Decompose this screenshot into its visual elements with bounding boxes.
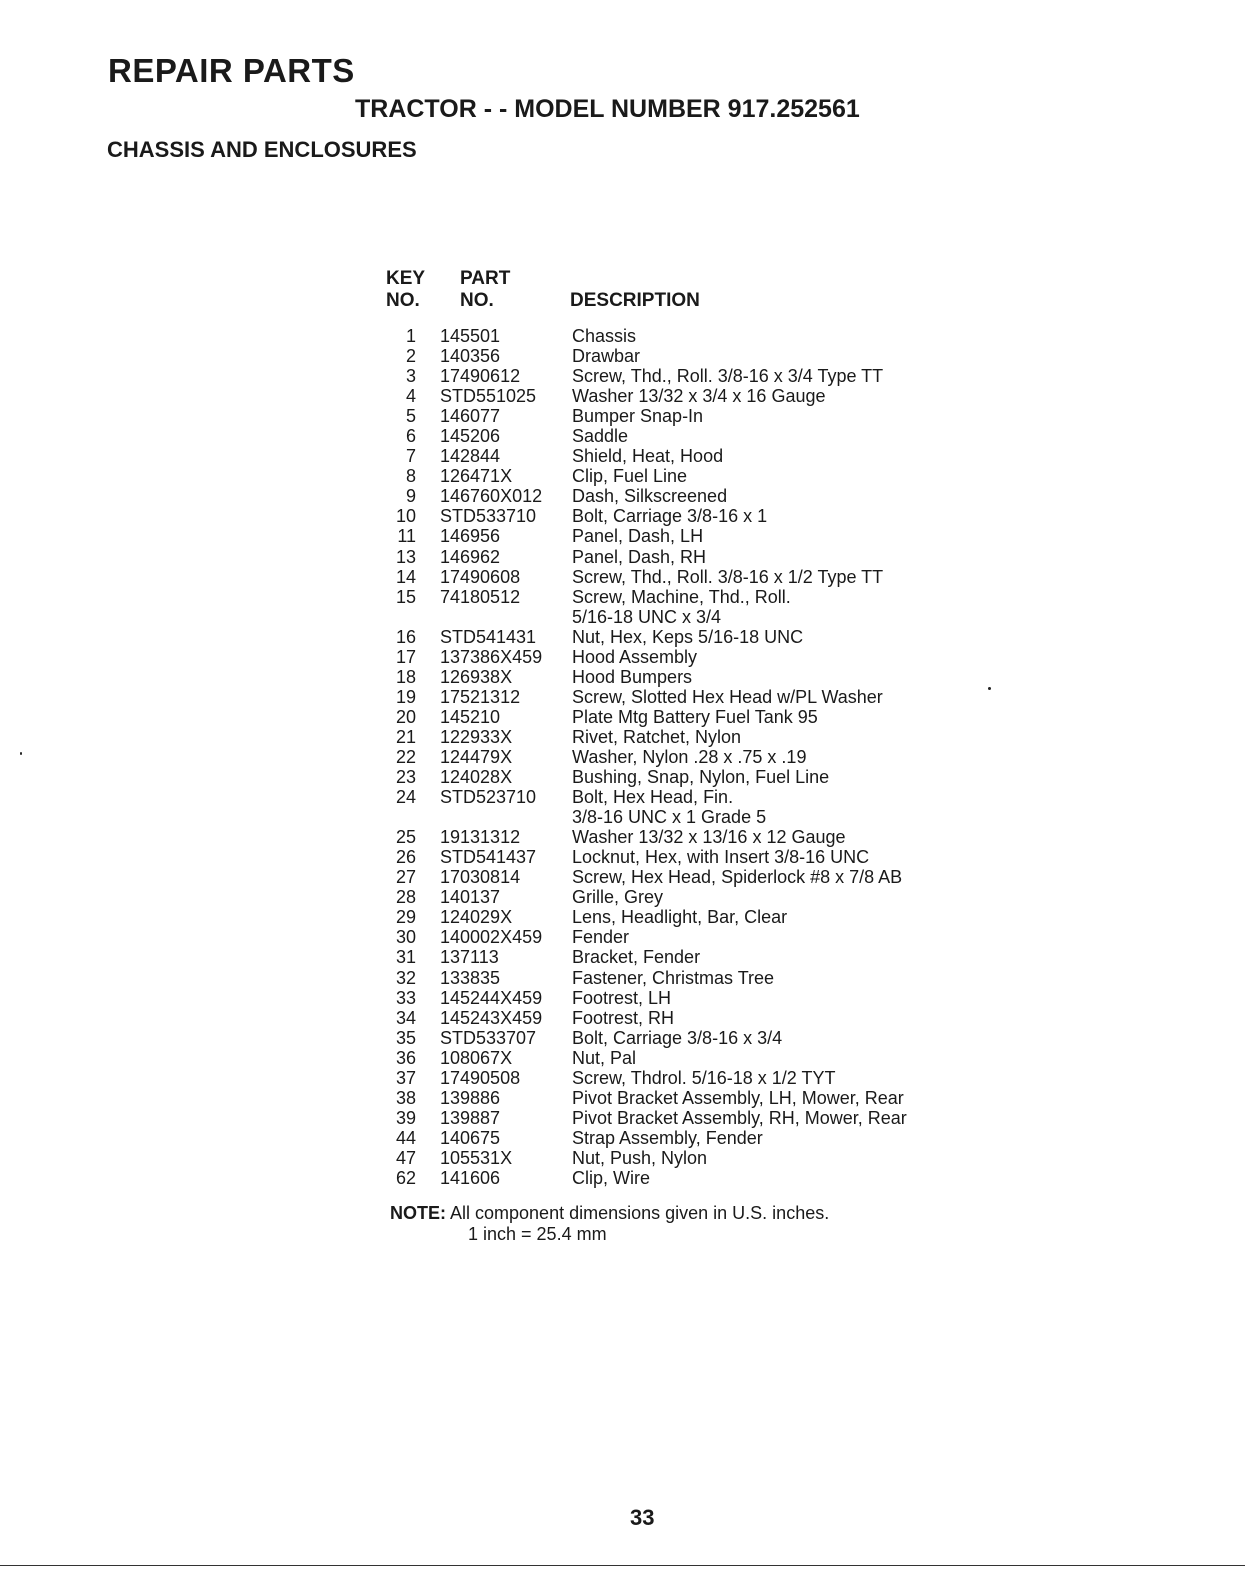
part-description: Saddle [572,426,629,447]
table-row [0,1048,1245,1068]
col-part-label-1: PART [460,268,511,289]
table-row [0,1128,1245,1148]
part-description: Screw, Slotted Hex Head w/PL Washer [572,686,883,707]
part-number: 139886 [440,1087,501,1108]
page-title: REPAIR PARTS [108,52,355,89]
table-row [0,547,1245,567]
table-row [0,567,1245,587]
table-row [0,346,1245,366]
key-number: 39 [395,1107,416,1128]
part-number: 124479X [440,746,513,767]
key-number: 44 [395,1127,416,1148]
part-number: STD551025 [440,386,537,407]
part-number: 142844 [440,446,501,467]
key-number: 35 [395,1027,416,1048]
part-number: 17521312 [440,686,521,707]
key-number: 13 [395,546,416,567]
note-label: NOTE: [390,1203,446,1223]
key-number: 29 [395,907,416,928]
part-number: 17030814 [440,867,521,888]
part-description: Hood Assembly [572,646,698,667]
part-description: Pivot Bracket Assembly, RH, Mower, Rear [572,1107,907,1128]
table-row [0,847,1245,867]
key-number: 9 [405,486,416,507]
part-description: Plate Mtg Battery Fuel Tank 95 [572,706,818,727]
key-number: 1 [405,326,416,346]
part-description: Bolt, Hex Head, Fin. [572,787,734,808]
table-row [0,466,1245,486]
part-description: Washer 13/32 x 13/16 x 12 Gauge [572,827,846,848]
part-number: STD541437 [440,847,537,868]
table-row [0,767,1245,787]
parts-table [0,326,1245,1188]
page-number: 33 [630,1505,655,1530]
key-number: 19 [395,686,416,707]
part-number: 146962 [440,546,501,567]
table-row [0,687,1245,707]
table-row [0,1168,1245,1188]
part-description: Footrest, LH [572,987,672,1008]
key-number: 31 [395,947,416,968]
table-row [0,747,1245,767]
part-number: STD541431 [440,626,537,647]
key-number: 28 [395,887,416,908]
scan-speck [988,687,991,690]
part-number: 145244X459 [440,987,543,1008]
part-description: Shield, Heat, Hood [572,446,724,467]
key-number: 15 [395,586,416,607]
model-subtitle: TRACTOR - - MODEL NUMBER 917.252561 [355,95,860,123]
key-number: 3 [405,366,416,387]
key-number: 2 [405,346,416,367]
table-row [0,887,1245,907]
section-heading: CHASSIS AND ENCLOSURES [107,137,417,162]
col-part-label-2: NO. [460,290,494,311]
part-number: 17490612 [440,366,521,387]
key-number: 32 [395,967,416,988]
key-number: 23 [395,767,416,788]
scan-speck [20,752,22,755]
part-number: 108067X [440,1047,513,1068]
part-description: Rivet, Ratchet, Nylon [572,726,742,747]
table-row [0,947,1245,967]
key-number: 10 [395,506,416,527]
part-description-continued: 5/16-18 UNC x 3/4 [572,606,722,627]
key-number: 17 [395,646,416,667]
note-conversion: 1 inch = 25.4 mm [468,1224,607,1244]
note [390,1203,829,1224]
part-number: 17490608 [440,566,521,587]
part-description-continued: 3/8-16 UNC x 1 Grade 5 [572,807,767,828]
note-text: All component dimensions given in U.S. inches. [450,1203,830,1223]
part-description: Washer, Nylon .28 x .75 x .19 [572,746,807,767]
key-number: 11 [397,526,416,547]
key-number: 62 [395,1167,416,1188]
key-number: 16 [395,626,416,647]
part-description: Nut, Push, Nylon [572,1147,708,1168]
table-row [0,386,1245,406]
part-description: Dash, Silkscreened [572,486,728,507]
table-row [0,787,1245,827]
table-row [0,1028,1245,1048]
table-row [0,1008,1245,1028]
key-number: 24 [395,787,416,808]
table-row [0,426,1245,446]
table-row [0,988,1245,1008]
table-row [0,446,1245,466]
part-number: 74180512 [440,586,521,607]
part-number: 137386X459 [440,646,543,667]
table-row [0,627,1245,647]
table-row [0,907,1245,927]
part-number: 146760X012 [440,486,543,507]
part-number: 139887 [440,1107,501,1128]
table-row [0,326,1245,346]
part-number: 140356 [440,346,501,367]
key-number: 22 [395,746,416,767]
part-description: Nut, Pal [572,1047,637,1068]
table-row [0,707,1245,727]
part-description: Clip, Fuel Line [572,466,688,487]
part-number: 17490508 [440,1067,521,1088]
part-number: 146077 [440,406,501,427]
table-row [0,1148,1245,1168]
table-row [0,827,1245,847]
col-key-label-2: NO. [386,290,420,311]
part-number: 133835 [440,967,501,988]
table-row [0,1108,1245,1128]
part-description: Screw, Thd., Roll. 3/8-16 x 3/4 Type TT [572,366,884,387]
table-row [0,867,1245,887]
table-row [0,1088,1245,1108]
part-number: 146956 [440,526,501,547]
part-description: Screw, Thd., Roll. 3/8-16 x 1/2 Type TT [572,566,884,587]
part-description: Panel, Dash, LH [572,526,704,547]
part-number: 140675 [440,1127,501,1148]
key-number: 34 [395,1007,416,1028]
part-number: 122933X [440,726,513,747]
part-description: Bolt, Carriage 3/8-16 x 1 [572,506,768,527]
part-description: Lens, Headlight, Bar, Clear [572,907,788,928]
part-number: 105531X [440,1147,513,1168]
key-number: 4 [405,386,416,407]
part-description: Drawbar [572,346,641,367]
part-description: Strap Assembly, Fender [572,1127,763,1148]
part-description: Bolt, Carriage 3/8-16 x 3/4 [572,1027,783,1048]
part-description: Clip, Wire [572,1167,651,1188]
part-description: Fastener, Christmas Tree [572,967,775,988]
part-description: Pivot Bracket Assembly, LH, Mower, Rear [572,1087,904,1108]
table-row [0,1068,1245,1088]
part-number: 19131312 [440,827,521,848]
key-number: 25 [395,827,416,848]
part-description: Fender [572,927,630,948]
key-number: 8 [405,466,416,487]
part-description: Nut, Hex, Keps 5/16-18 UNC [572,626,804,647]
part-description: Footrest, RH [572,1007,675,1028]
part-number: 145206 [440,426,501,447]
part-number: STD533710 [440,506,537,527]
part-description: Panel, Dash, RH [572,546,707,567]
part-number: 145501 [440,326,501,346]
table-row [0,968,1245,988]
key-number: 36 [395,1047,416,1068]
part-number: 145243X459 [440,1007,543,1028]
part-number: 126938X [440,666,513,687]
part-number: 126471X [440,466,513,487]
part-description: Washer 13/32 x 3/4 x 16 Gauge [572,386,826,407]
part-number: 124029X [440,907,513,928]
bottom-rule [0,1565,1245,1566]
table-row [0,667,1245,687]
key-number: 5 [405,406,416,427]
table-row [0,486,1245,506]
key-number: 21 [395,726,416,747]
key-number: 20 [395,706,416,727]
part-number: 140002X459 [440,927,543,948]
key-number: 14 [395,566,416,587]
part-number: 124028X [440,767,513,788]
col-key-label-1: KEY [386,268,426,289]
key-number: 18 [395,666,416,687]
key-number: 33 [395,987,416,1008]
part-number: 140137 [440,887,501,908]
part-description: Locknut, Hex, with Insert 3/8-16 UNC [572,847,870,868]
table-row [0,506,1245,526]
part-description: Screw, Thdrol. 5/16-18 x 1/2 TYT [572,1067,836,1088]
key-number: 7 [405,446,416,467]
part-description: Chassis [572,326,637,346]
col-description-label: DESCRIPTION [570,290,700,311]
part-description: Bumper Snap-In [572,406,704,427]
part-number: 141606 [440,1167,501,1188]
part-description: Grille, Grey [572,887,664,908]
part-number: STD533707 [440,1027,537,1048]
table-row [0,587,1245,627]
table-row [0,366,1245,386]
key-number: 27 [395,867,416,888]
part-description: Bracket, Fender [572,947,701,968]
key-number: 26 [395,847,416,868]
part-description: Bushing, Snap, Nylon, Fuel Line [572,767,830,788]
part-description: Screw, Machine, Thd., Roll. [572,586,791,607]
key-number: 6 [405,426,416,447]
part-description: Screw, Hex Head, Spiderlock #8 x 7/8 AB [572,867,903,888]
key-number: 30 [395,927,416,948]
part-number: 137113 [440,947,499,968]
table-row [0,526,1245,546]
table-row [0,927,1245,947]
table-row [0,647,1245,667]
part-number: 145210 [440,706,501,727]
part-description: Hood Bumpers [572,666,693,687]
table-row [0,406,1245,426]
key-number: 47 [395,1147,416,1168]
key-number: 38 [395,1087,416,1108]
key-number: 37 [395,1067,416,1088]
part-number: STD523710 [440,787,537,808]
table-row [0,727,1245,747]
